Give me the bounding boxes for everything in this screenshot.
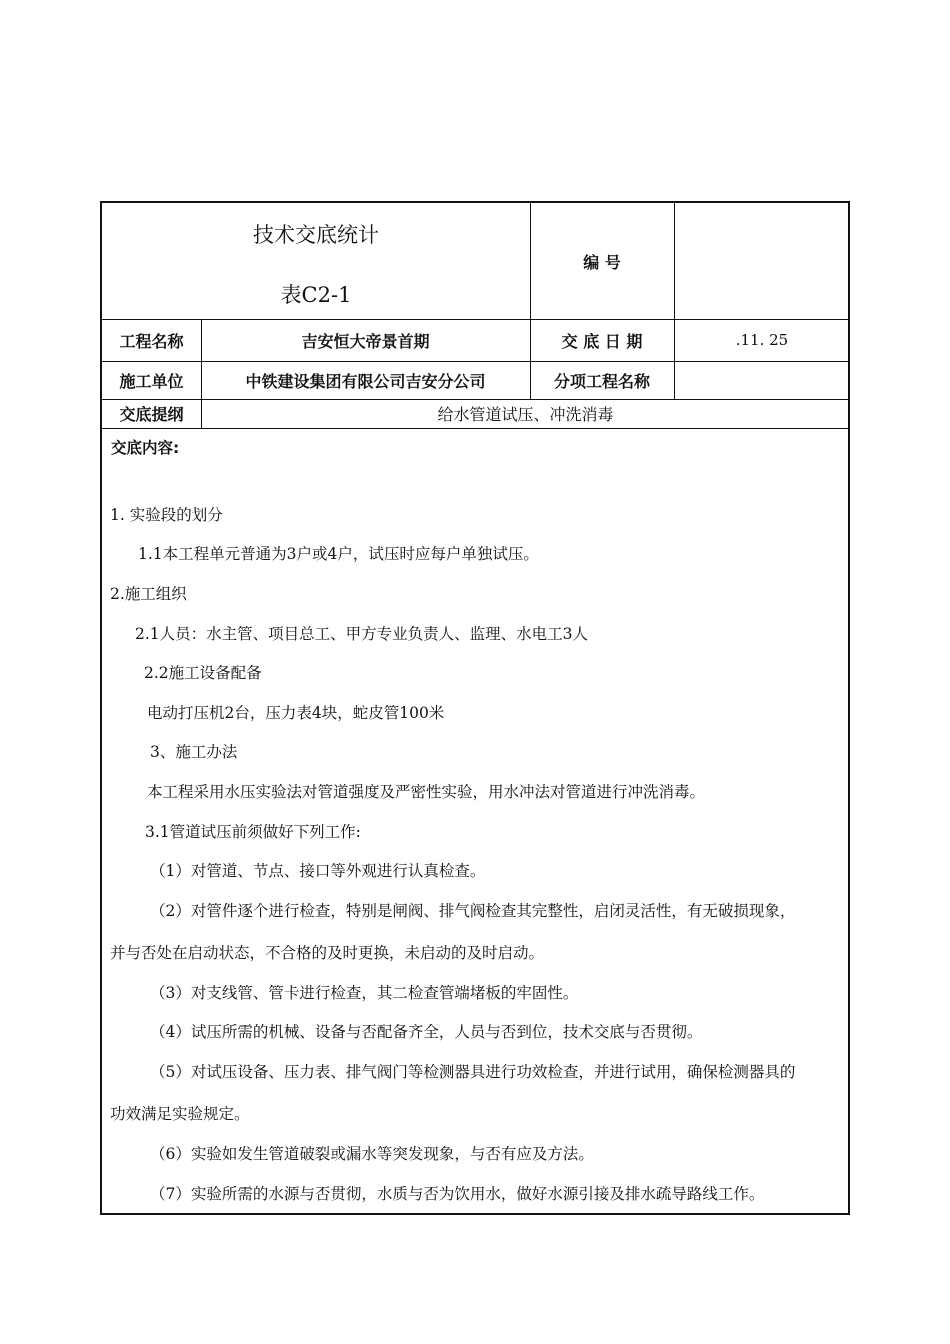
project-name-label: 工程名称	[119, 331, 184, 351]
outline-value: 给水管道试压、冲洗消毒	[437, 405, 614, 424]
content-line: （2）对管件逐个进行检查，特别是闸阀、排气阀检查其完整性，启闭灵活性，有无破损现象，	[150, 902, 796, 920]
outline-label: 交底提纲	[119, 405, 184, 424]
form-code: 表C2-1	[280, 283, 352, 307]
contractor-label: 施工单位	[119, 371, 184, 391]
number-label: 编 号	[583, 252, 621, 272]
date-value: .11. 25	[735, 331, 789, 349]
row-divider	[102, 428, 848, 429]
content-line: 并与否处在启动状态，不合格的及时更换，未启动的及时启动。	[110, 944, 545, 962]
content-line: （5）对试压设备、压力表、排气阀门等检测器具进行功效检查，并进行试用，确保检测器具的	[150, 1063, 796, 1081]
content-heading: 交底内容:	[111, 439, 180, 457]
content-line: （3）对支线管、管卡进行检查，其二检查管端堵板的牢固性。	[150, 984, 579, 1002]
content-line: 电动打压机2台，压力表4块，蛇皮管100米	[147, 704, 445, 722]
content-line: 2.施工组织	[110, 585, 187, 603]
content-line: 1.1本工程单元普通为3户或4户，试压时应每户单独试压。	[138, 545, 539, 563]
content-line: （7）实验所需的水源与否贯彻，水质与否为饮用水，做好水源引接及排水疏导路线工作。	[150, 1185, 765, 1203]
content-line: 3、施工办法	[150, 743, 238, 761]
content-line: 3.1管道试压前须做好下列工作:	[145, 823, 361, 841]
number-value	[674, 203, 850, 319]
content-line: （1）对管道、节点、接口等外观进行认真检查。	[150, 862, 486, 880]
contractor-value: 中铁建设集团有限公司吉安分公司	[245, 371, 486, 391]
project-name-value: 吉安恒大帝景首期	[301, 331, 430, 351]
sub-project-value	[674, 361, 850, 399]
content-line: （6）实验如发生管道破裂或漏水等突发现象，与否有应及方法。	[150, 1145, 594, 1163]
form-title: 技术交底统计	[253, 223, 379, 247]
content-line: 本工程采用水压实验法对管道强度及严密性实验，用水冲法对管道进行冲洗消毒。	[147, 783, 706, 801]
content-line: 2.2施工设备配备	[144, 664, 262, 682]
content-line: 2.1人员：水主管、项目总工、甲方专业负责人、监理、水电工3人	[135, 625, 589, 643]
technical-disclosure-form	[100, 201, 850, 1215]
content-line: 功效满足实验规定。	[110, 1105, 250, 1123]
sub-project-label: 分项工程名称	[553, 371, 650, 391]
content-line: 1. 实验段的划分	[110, 506, 223, 524]
content-line: （4）试压所需的机械、设备与否配备齐全，人员与否到位，技术交底与否贯彻。	[150, 1023, 703, 1041]
date-label: 交 底 日 期	[561, 331, 643, 351]
